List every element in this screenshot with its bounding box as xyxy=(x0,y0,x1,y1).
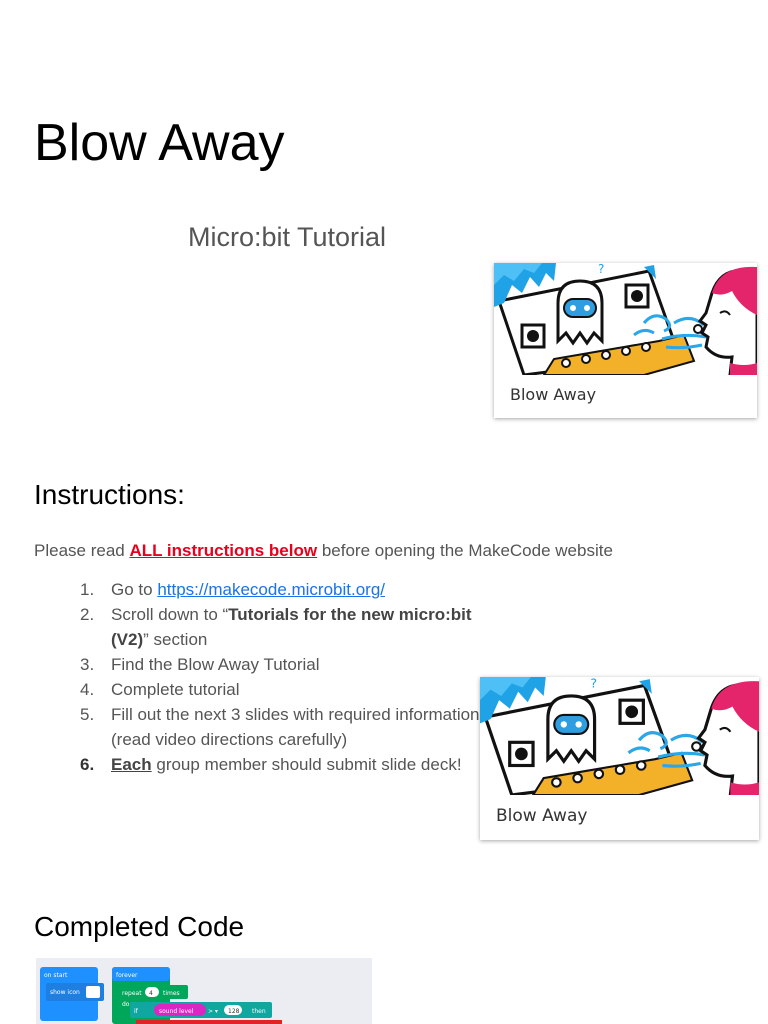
blow-away-illustration xyxy=(480,677,759,795)
page-subtitle: Micro:bit Tutorial xyxy=(188,222,387,252)
step-bold-text: Tutorials for the new micro:bit (V2) xyxy=(111,605,472,649)
step-number: 6. xyxy=(80,755,95,774)
compare-operator: > ▾ xyxy=(208,1008,218,1015)
do-label: do xyxy=(122,1001,130,1008)
intro-emphasis: ALL instructions below xyxy=(129,541,318,560)
step-bold-text: Each xyxy=(111,755,152,774)
instructions-heading: Instructions: xyxy=(34,479,185,510)
step-text: Go to xyxy=(111,580,158,599)
intro-text-after: before opening the MakeCode website xyxy=(317,541,613,560)
if-label: if xyxy=(134,1008,138,1015)
step-number: 1. xyxy=(80,580,95,599)
then-label: then xyxy=(252,1008,266,1015)
page-title: Blow Away xyxy=(34,114,285,172)
makecode-link[interactable]: https://makecode.microbit.org/ xyxy=(157,580,386,599)
svg-text:?: ? xyxy=(598,263,605,276)
list-item xyxy=(80,677,480,702)
completed-code-screenshot xyxy=(36,958,372,1024)
step-number: 3. xyxy=(80,655,95,674)
step-text-after: group member should submit slide deck! xyxy=(151,755,462,774)
sound-level-label: sound level xyxy=(159,1008,194,1015)
step-number: 2. xyxy=(80,605,95,624)
list-item xyxy=(80,577,480,602)
code-blocks-image xyxy=(36,958,372,1024)
instructions-list xyxy=(80,577,480,777)
blow-away-thumbnail-top[interactable] xyxy=(494,263,757,418)
instructions-intro xyxy=(34,540,613,562)
list-item xyxy=(80,702,480,752)
repeat-label: repeat xyxy=(122,990,142,997)
completed-code-heading: Completed Code xyxy=(34,911,245,942)
threshold-value: 128 xyxy=(228,1008,240,1015)
step-text: Complete tutorial xyxy=(111,680,240,699)
thumbnail-caption: Blow Away xyxy=(510,385,597,404)
list-item xyxy=(80,752,480,777)
list-item xyxy=(80,602,480,652)
step-number: 5. xyxy=(80,705,95,724)
list-item xyxy=(80,652,480,677)
svg-text:?: ? xyxy=(590,677,598,691)
intro-text-before: Please read xyxy=(34,541,130,560)
step-number: 4. xyxy=(80,680,95,699)
blow-away-illustration xyxy=(494,263,757,375)
times-label: times xyxy=(163,990,180,997)
step-text: Scroll down to “ xyxy=(111,605,229,624)
step-text: Fill out the next 3 slides with required information (read video directions carefully) xyxy=(111,705,480,749)
blow-away-thumbnail-bottom[interactable] xyxy=(480,677,759,840)
step-text-after: ” section xyxy=(143,630,208,649)
thumbnail-caption: Blow Away xyxy=(496,806,588,826)
forever-label: forever xyxy=(116,972,138,979)
repeat-count: 4 xyxy=(149,990,153,997)
step-text: Find the Blow Away Tutorial xyxy=(111,655,320,674)
show-icon-label: show icon xyxy=(50,989,80,996)
on-start-label: on start xyxy=(44,972,68,979)
